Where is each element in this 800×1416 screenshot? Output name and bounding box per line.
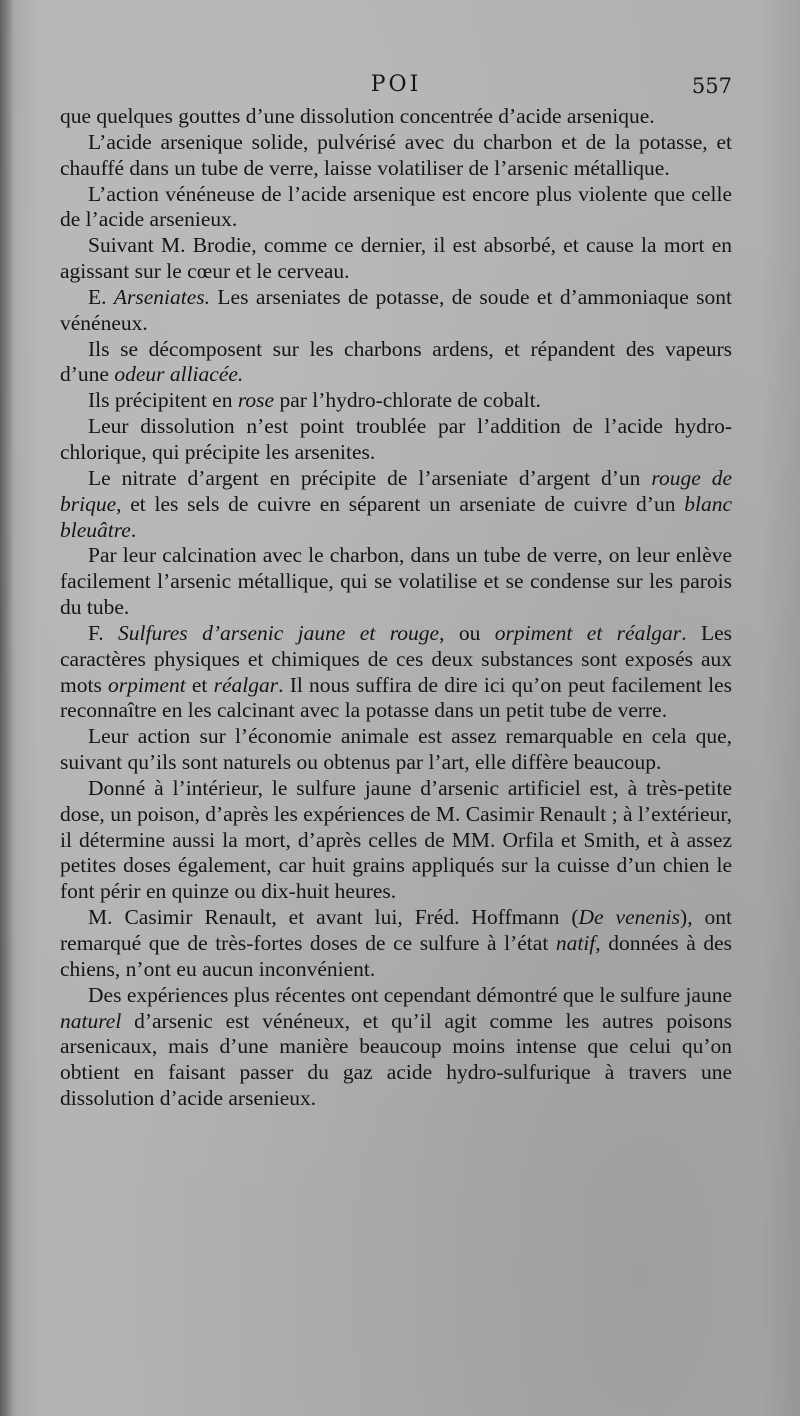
- text-run: F.: [88, 620, 118, 645]
- text-run: Des expériences plus récentes ont cependant démontré que le sulfure jaune: [88, 982, 732, 1007]
- page-header: [60, 68, 732, 102]
- text-run: Ils se décomposent sur les charbons ardens, et répandent des vapeurs d’une: [60, 336, 732, 387]
- text-run: , et les sels de cuivre en séparent un arseniate de cuivre d’un: [116, 491, 685, 516]
- text-run: E.: [88, 284, 114, 309]
- text-run: Ils précipitent en: [88, 388, 238, 413]
- italic-run: orpiment et réalgar: [494, 620, 682, 645]
- paragraph: [60, 337, 732, 389]
- paragraph: [60, 388, 732, 414]
- text-run: d’arsenic est vénéneux, et qu’il agit comme les autres poisons arsenicaux, mais d’une manière beaucoup moins intense que celui qu’on obtient en faisant passer du gaz acide hydro-sulfurique à travers une dissolution d’acide arsenieux.: [60, 1008, 732, 1111]
- paragraph: [60, 621, 732, 724]
- running-title: POI: [370, 72, 422, 97]
- text-run: Le nitrate d’argent en précipite de l’arseniate d’argent d’un: [88, 465, 652, 490]
- paragraph: [60, 983, 732, 1112]
- italic-run: rouge de brique: [60, 465, 732, 516]
- italic-run: Arseniates.: [113, 284, 211, 309]
- italic-run: naturel: [60, 1008, 122, 1033]
- body-text: [60, 104, 732, 1112]
- italic-run: orpiment: [108, 672, 186, 697]
- italic-run: réalgar: [213, 672, 279, 697]
- text-run: par l’hydro-chlorate de cobalt.: [274, 388, 541, 413]
- text-run: , données à des chiens, n’ont eu aucun inconvénient.: [60, 931, 732, 981]
- paragraph: que quelques gouttes d’une dissolution concentrée d’acide arsenique.: [60, 104, 655, 128]
- paragraph: [60, 905, 732, 983]
- text-run: . Les caractères physiques et chimiques de ces deux substances sont exposés aux mots: [60, 620, 732, 697]
- gutter-shadow: [0, 0, 14, 1416]
- italic-run: odeur alliacée.: [114, 362, 244, 387]
- text-run: ), ont remarqué que de très-fortes doses de ce sulfure à l’état: [60, 905, 732, 955]
- italic-run: De venenis: [578, 905, 681, 930]
- italic-run: blanc bleuâtre: [60, 491, 732, 542]
- paragraph: Leur action sur l’économie animale est assez remarquable en cela que, suivant qu’ils sont naturels ou obtenus par l’art, elle diffère beaucoup.: [60, 724, 732, 775]
- paragraph: Leur dissolution n’est point troublée par l’addition de l’acide hydro-chlorique, qui précipite les arsenites.: [60, 414, 732, 464]
- text-run: M. Casimir Renault, et avant lui, Fréd. Hoffmann (: [88, 905, 579, 930]
- paragraph: Donné à l’intérieur, le sulfure jaune d’arsenic artificiel est, à très-petite dose, un poison, d’après les expériences de M. Casimir Renault ; à l’extérieur, il détermine aussi la mort, d’après celles de MM. Orfila et Smith, et à assez petites doses également, car huit grains appliqués sur la cuisse d’un chien le font périr en quinze ou dix-huit heures.: [60, 775, 732, 904]
- text-run: Les arseniates de potasse, de soude et d’ammoniaque sont vénéneux.: [60, 284, 732, 335]
- text-run: et: [185, 672, 214, 697]
- paragraph: [60, 285, 732, 337]
- text-run: .: [130, 517, 137, 542]
- page-number: 557: [691, 74, 732, 98]
- italic-run: natif: [555, 931, 596, 955]
- paragraph: L’action vénéneuse de l’acide arsenique est encore plus violente que celle de l’acide arsenieux.: [60, 181, 732, 232]
- paragraph: L’acide arsenique solide, pulvérisé avec du charbon et de la potasse, et chauffé dans un tube de verre, laisse volatiliser de l’arsenic métallique.: [60, 129, 732, 180]
- paragraph: Suivant M. Brodie, comme ce dernier, il est absorbé, et cause la mort en agissant sur le cœur et le cerveau.: [60, 233, 732, 284]
- italic-run: Sulfures d’arsenic jaune et rouge: [118, 620, 440, 645]
- paragraph: [60, 466, 732, 544]
- paragraph: Par leur calcination avec le charbon, dans un tube de verre, on leur enlève facilement l’arsenic métallique, qui se volatilise et se condense sur les parois du tube.: [60, 543, 732, 620]
- text-run: , ou: [439, 620, 495, 645]
- text-run: . Il nous suffira de dire ici qu’on peut facilement les reconnaître en les calcinant avec la potasse dans un petit tube de verre.: [60, 672, 732, 723]
- italic-run: rose: [237, 388, 275, 413]
